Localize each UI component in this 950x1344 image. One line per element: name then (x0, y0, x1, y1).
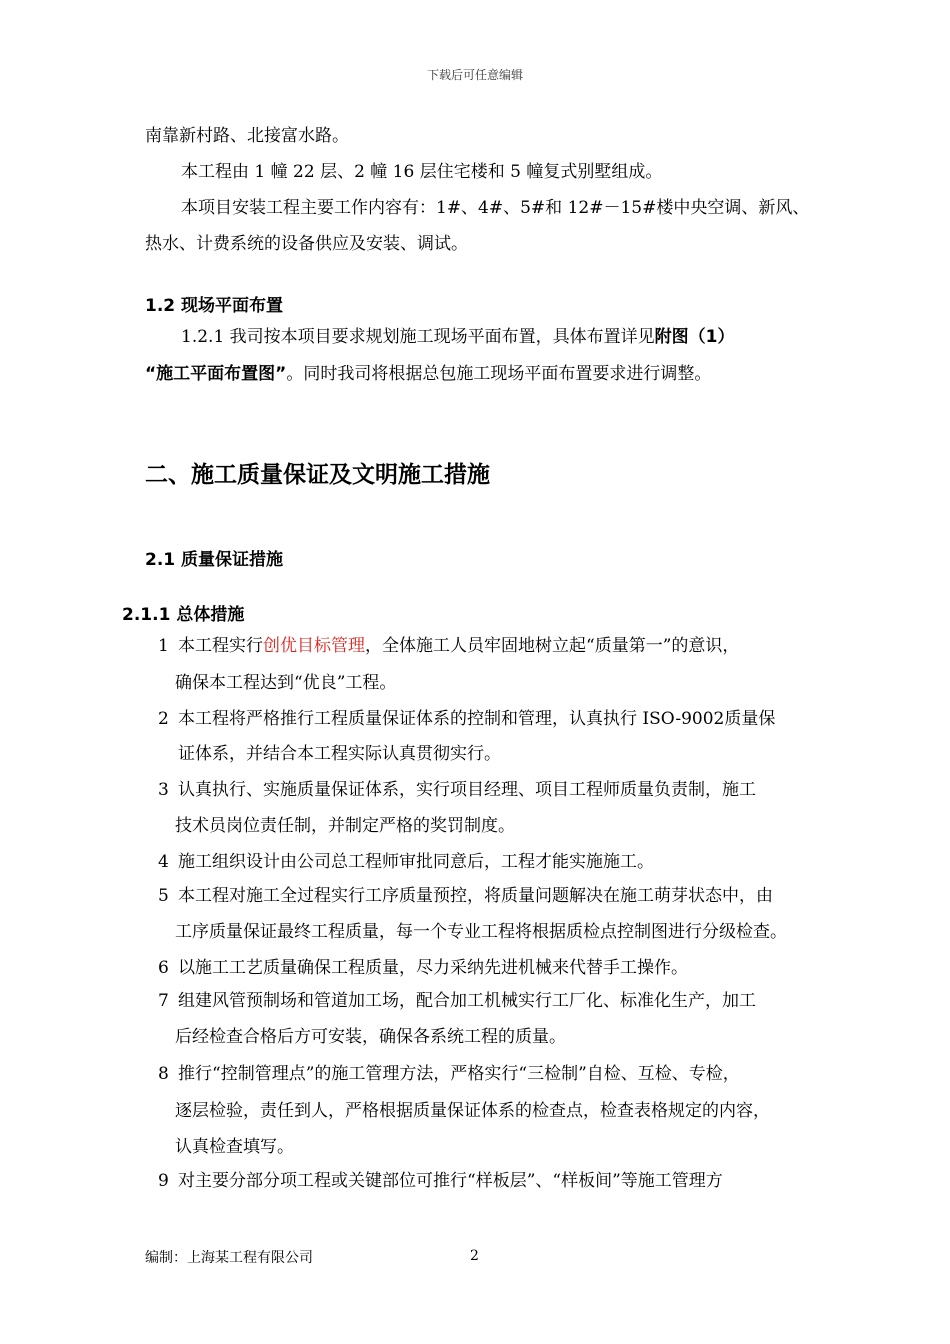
item-number: 9 (158, 1171, 169, 1191)
section-2-1-heading: 2.1 质量保证措施 (145, 550, 284, 570)
list-item-7 (158, 991, 756, 1011)
item-text: 本工程实行 (178, 636, 263, 656)
intro-line-1: 南靠新村路、北接富水路。 (145, 126, 349, 146)
list-item-9 (158, 1171, 723, 1191)
item-number: 6 (158, 958, 169, 978)
footer-editor: 编制：上海某工程有限公司 (145, 1250, 313, 1266)
list-item-1 (158, 636, 739, 656)
item-text: 施工组织设计由公司总工程师审批同意后，工程才能实施施工。 (178, 852, 654, 872)
chapter-2-heading: 二、施工质量保证及文明施工措施 (145, 462, 490, 488)
item-number: 3 (158, 780, 169, 800)
item-number: 2 (158, 709, 169, 729)
section-1-2-paragraph-line-2 (145, 364, 711, 384)
list-item-5 (158, 886, 773, 906)
item-text: ，全体施工人员牢固地树立起“质量第一”的意识， (365, 636, 740, 656)
list-item-6 (158, 958, 688, 978)
section-1-2-paragraph-line-1 (181, 327, 735, 347)
list-item-2 (158, 709, 775, 729)
list-item-8-continuation-1: 逐层检验，责任到人，严格根据质量保证体系的检查点，检查表格规定的内容， (175, 1101, 770, 1121)
paragraph-text: 。同时我司将根据总包施工现场平面布置要求进行调整。 (286, 364, 712, 384)
item-number: 4 (158, 852, 169, 872)
item-text: 对主要分部分项工程或关键部位可推行“样板层”、“样板间”等施工管理方 (178, 1171, 723, 1191)
list-item-3-continuation: 技术员岗位责任制，并制定严格的奖罚制度。 (175, 816, 515, 836)
list-item-8-continuation-2: 认真检查填写。 (175, 1137, 294, 1157)
item-text: 本工程将严格推行工程质量保证体系的控制和管理，认真执行 ISO-9002质量保 (178, 709, 776, 729)
item-number: 1 (158, 636, 169, 656)
intro-line-4: 热水、计费系统的设备供应及安装、调试。 (145, 234, 468, 254)
page-number: 2 (470, 1248, 479, 1264)
intro-line-3: 本项目安装工程主要工作内容有：1#、4#、5#和 12#－15#楼中央空调、新风、 (181, 198, 810, 218)
item-text: 组建风管预制场和管道加工场，配合加工机械实行工厂化、标准化生产，加工 (178, 991, 756, 1011)
figure-reference: 附图（1） (654, 327, 735, 347)
page-header: 下载后可任意编辑 (426, 68, 523, 82)
item-text: 以施工工艺质量确保工程质量，尽力采纳先进机械来代替手工操作。 (178, 958, 688, 978)
highlighted-term: 创优目标管理 (263, 636, 365, 656)
list-item-3 (158, 780, 756, 800)
list-item-7-continuation: 后经检查合格后方可安装，确保各系统工程的质量。 (175, 1027, 566, 1047)
list-item-1-continuation: 确保本工程达到“优良”工程。 (175, 673, 397, 693)
list-item-5-continuation: 工序质量保证最终工程质量，每一个专业工程将根据质检点控制图进行分级检查。 (175, 922, 787, 942)
paragraph-text: 1.2.1 我司按本项目要求规划施工现场平面布置，具体布置详见 (181, 327, 655, 347)
section-1-2-heading: 1.2 现场平面布置 (145, 296, 284, 316)
item-text: 推行“控制管理点”的施工管理方法，严格实行“三检制”自检、互检、专检， (178, 1064, 740, 1084)
item-number: 8 (158, 1064, 169, 1084)
list-item-4 (158, 852, 654, 872)
item-text: 认真执行、实施质量保证体系，实行项目经理、项目工程师质量负责制，施工 (178, 780, 756, 800)
section-2-1-1-heading: 2.1.1 总体措施 (122, 605, 245, 625)
item-text: 本工程对施工全过程实行工序质量预控，将质量问题解决在施工萌芽状态中，由 (178, 886, 773, 906)
figure-title: “施工平面布置图” (145, 364, 287, 384)
item-number: 5 (158, 886, 169, 906)
item-number: 7 (158, 991, 169, 1011)
intro-line-2: 本工程由 1 幢 22 层、2 幢 16 层住宅楼和 5 幢复式别墅组成。 (181, 162, 663, 182)
list-item-2-continuation: 证体系，并结合本工程实际认真贯彻实行。 (178, 744, 501, 764)
list-item-8 (158, 1064, 740, 1084)
